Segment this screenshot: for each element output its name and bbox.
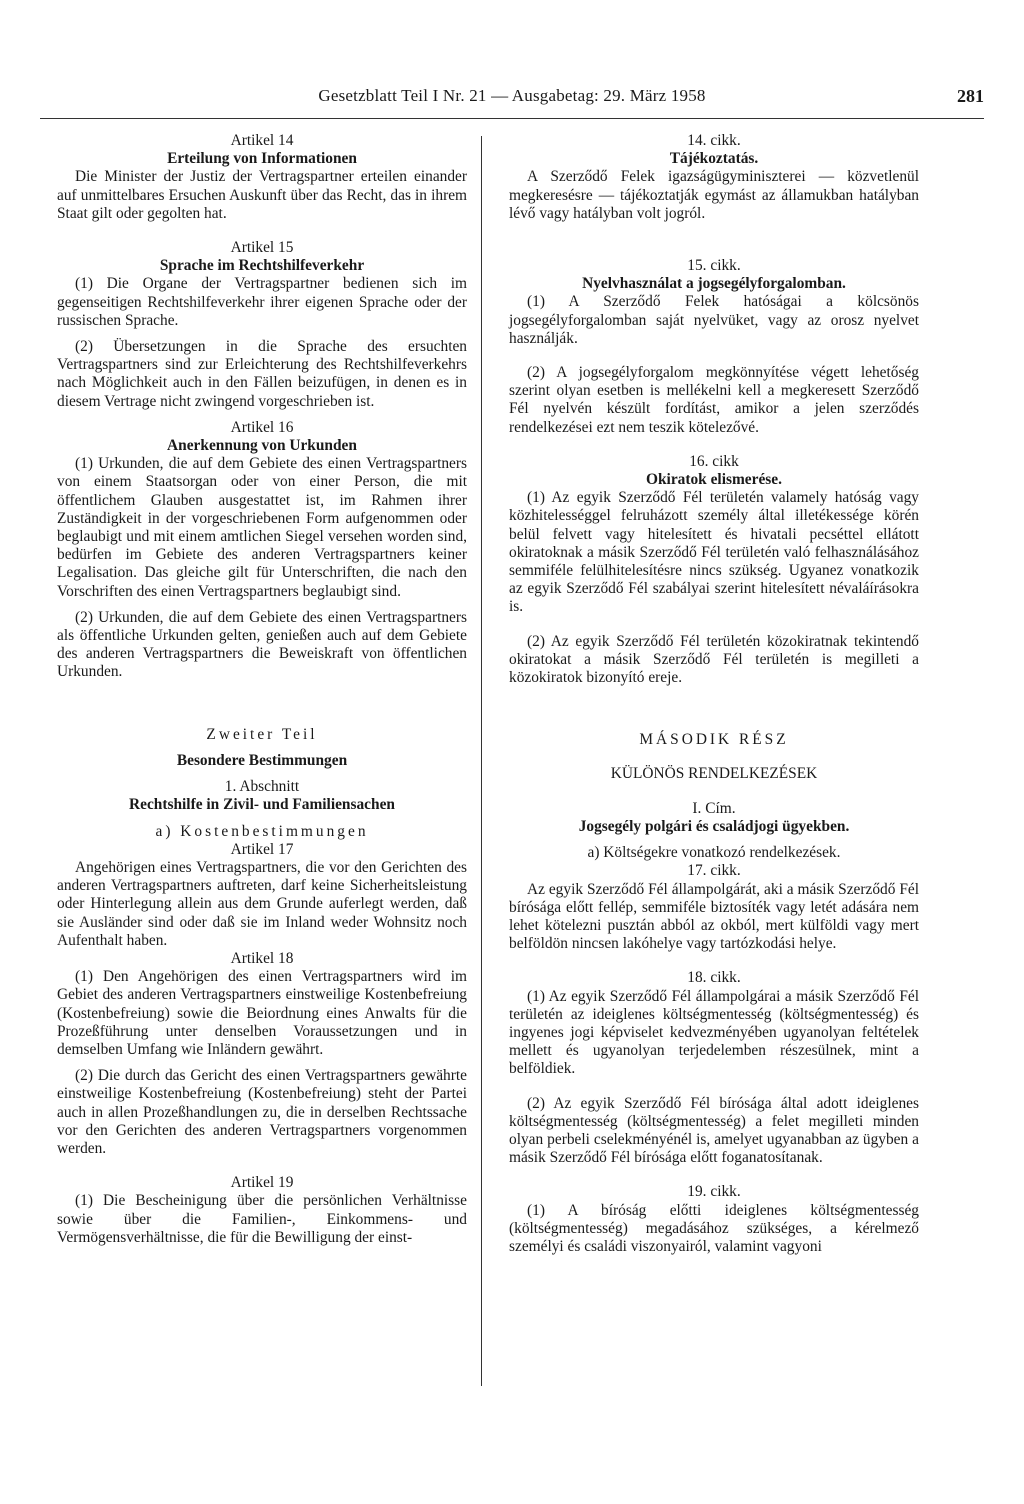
- header-rule: [40, 118, 984, 119]
- german-column: [57, 132, 467, 1247]
- paragraph: (1) A Szerződő Felek hatóságai a kölcsönös jogsegélyforgalomban saját nyelvüket, vagy az orosz nyelvet használják.: [509, 293, 919, 347]
- part-title: Besondere Bestimmungen: [176, 751, 348, 769]
- paragraph: (1) A bíróság előtti ideiglenes költségmentesség (költségmentesség) megadásához szükséges, a kérelmező személyi és családi viszonyairól, valamint vagyoni: [509, 1201, 919, 1255]
- paragraph: (2) Urkunden, die auf dem Gebiete des einen Vertragspartners als öffentliche Urkunden gelten, genießen auch auf dem Gebiete des anderen Vertragspartners die Beweiskraft von öffentlichen Urkunden.: [57, 608, 467, 681]
- paragraph: (2) A jogsegélyforgalom megkönnyítése végett lehetőség szerint olyan esetben is mellékelni kell a megkeresett Szerződő Fél nyelvén készült fordítást, amikor a jelen szerződés rendelkezései ezt nem teszik kötelezővé.: [509, 364, 919, 436]
- paragraph: (1) Die Organe der Vertragspartner bedienen sich im gegenseitigen Rechtshilfeverkehr ihrer eigenen Sprache oder der russischen Sprache.: [57, 275, 467, 329]
- hungarian-column: [509, 132, 919, 1256]
- paragraph: A Szerződő Felek igazságügyminiszterei — közvetlenül megkeresésre — tájékoztatják egymást az államukban hatályban lévő vagy hatályban volt jogról.: [509, 168, 919, 222]
- paragraph: (1) Die Bescheinigung über die persönlichen Verhältnisse sowie über die Familien-, Einkommens- und Vermögensverhältnisse, die für die Bewilligung der einst-: [57, 1192, 467, 1246]
- article-number: 15. cikk.: [687, 257, 741, 275]
- article-title: Nyelvhasználat a jogsegélyforgalomban.: [582, 275, 846, 293]
- paragraph: (1) Az egyik Szerződő Fél területén valamely hatóság vagy közhitelességgel felruházott személy által illetékessége körén belül felvett vagy hitelesített és hivatali pecséttel ellátott okiratoknak a másik Szerződő Fél területén való felhasználásához semmiféle felülhitelesítésre nincs szükség. Ugyanez vonatkozik az egyik Szerződő Fél szabályai szerint hitelesített névaláírásokra is.: [509, 489, 919, 616]
- paragraph: (2) Übersetzungen in die Sprache des ersuchten Vertragspartners sind zur Erleichterung des Rechtshilfeverkehrs nach Möglichkeit auch in den Fällen beizufügen, in denen es in diesem Vertrage nicht zwingend vorgeschrieben ist.: [57, 338, 467, 410]
- paragraph: (1) Den Angehörigen des einen Vertragspartners wird im Gebiet des anderen Vertragspartners einstweilige Kostenbefreiung (Kostenbefreiung) sowie die Beiordnung eines Anwalts für die Prozeßführung unter denselben Voraussetzungen und in demselben Umfang wie Inländern gewährt.: [57, 968, 467, 1058]
- article-title: Tájékoztatás.: [669, 150, 759, 168]
- column-divider: [481, 136, 482, 1386]
- part-heading: Zweiter Teil: [206, 725, 318, 743]
- paragraph: Angehörigen eines Vertragspartners, die vor den Gerichten des anderen Vertragspartners auftreten, darf keine Sicherheitsleistung oder Hinterlegung allein aus dem Grunde auferlegt werden, daß sie Ausländer sind oder daß sie im Inland weder Wohnsitz noch Aufenthalt haben.: [57, 858, 467, 949]
- paragraph: Az egyik Szerződő Fél állampolgárát, aki a másik Szerződő Fél bírósága előtt fellép, semmiféle biztosíték vagy letét adására nem lehet kötelezni pusztán abból az okból, mert külföldi vagy mert belföldön nincsen lakóhelye vagy tartózkodási helye.: [509, 880, 919, 953]
- article-number: 18. cikk.: [687, 969, 741, 987]
- part-heading: MÁSODIK RÉSZ: [639, 731, 789, 749]
- article-title: Anerkennung von Urkunden: [167, 437, 357, 455]
- article-number: Artikel 14: [230, 132, 294, 149]
- page-number: 281: [957, 86, 984, 106]
- subsection-heading: a) Költségekre vonatkozó rendelkezések.: [587, 844, 841, 862]
- article-number: Artikel 15: [230, 239, 294, 257]
- subsection-heading: a) Kostenbestimmungen: [155, 822, 369, 840]
- article-title: Okiratok elismerése.: [646, 471, 782, 489]
- section-heading: I. Cím.: [692, 799, 736, 817]
- article-title: Sprache im Rechtshilfeverkehr: [159, 257, 365, 275]
- section-heading: 1. Abschnitt: [224, 778, 300, 796]
- article-number: 19. cikk.: [687, 1183, 741, 1201]
- article-number: 17. cikk.: [687, 862, 741, 880]
- paragraph: (2) Az egyik Szerződő Fél területén közokiratnak tekintendő okiratokat a másik Szerződő Fél területén is megilleti a közokiratok bizonyító ereje.: [509, 632, 919, 687]
- gazette-title: Gesetzblatt Teil I Nr. 21 — Ausgabetag: 29. März 1958: [318, 86, 706, 105]
- article-title: Erteilung von Informationen: [167, 150, 357, 168]
- section-title: Rechtshilfe in Zivil- und Familiensachen: [129, 796, 395, 814]
- page-header: [40, 86, 984, 114]
- paragraph: (1) Az egyik Szerződő Fél állampolgárai a másik Szerződő Fél területén az ideiglenes költségmentesség (költségmentesség) és ingyenes jogi képviselet kedvezményében ugyanolyan feltételek mellett és ugyanolyan terjedelemben részesülnek, mint a belföldiek.: [509, 987, 919, 1078]
- article-number: Artikel 16: [230, 418, 294, 436]
- paragraph: (1) Urkunden, die auf dem Gebiete des einen Vertragspartners von einem Staatsorgan oder von einer Person, die mit öffentlichem Glauben ausgestattet ist, im Rahmen ihrer Zuständigkeit in der vorgeschriebenen Form aufgenommen oder beglaubigt und mit einem amtlichen Siegel versehen worden sind, bedürfen im Gebiete des anderen Vertragspartners keiner Legalisation. Das gleiche gilt für Unterschriften, die nach den Vorschriften des einen Vertragspartners beglaubigt sind.: [57, 455, 467, 600]
- section-title: Jogsegély polgári és családjogi ügyekben.: [578, 817, 850, 835]
- article-number: Artikel 19: [230, 1174, 294, 1192]
- paragraph: Die Minister der Justiz der Vertragspartner erteilen einander auf unmittelbares Ersuchen Auskunft über das Recht, das in ihrem Staat gilt oder gegolten hat.: [57, 168, 467, 222]
- article-number: Artikel 17: [230, 840, 294, 858]
- article-number: 16. cikk: [689, 452, 739, 470]
- paragraph: (2) Az egyik Szerződő Fél bírósága által adott ideiglenes költségmentesség (költségmentesség) a felet megilleti minden olyan perbeli cselekményénél is, amelyet ugyanabban az ügyben a másik Szerződő Fél bírósága előtt foganatosítanak.: [509, 1094, 919, 1167]
- article-number: Artikel 18: [230, 949, 294, 967]
- part-title: KÜLÖNÖS RENDELKEZÉSEK: [610, 765, 818, 783]
- paragraph: (2) Die durch das Gericht des einen Vertragspartners gewährte einstweilige Kostenbefreiung (Kostenbefreiung) steht der Partei auch in allen Prozeßhandlungen zu, die in derselben Rechtssache vor den Gerichten des anderen Vertragspartners vorgenommen werden.: [57, 1067, 467, 1157]
- article-number: 14. cikk.: [687, 132, 741, 149]
